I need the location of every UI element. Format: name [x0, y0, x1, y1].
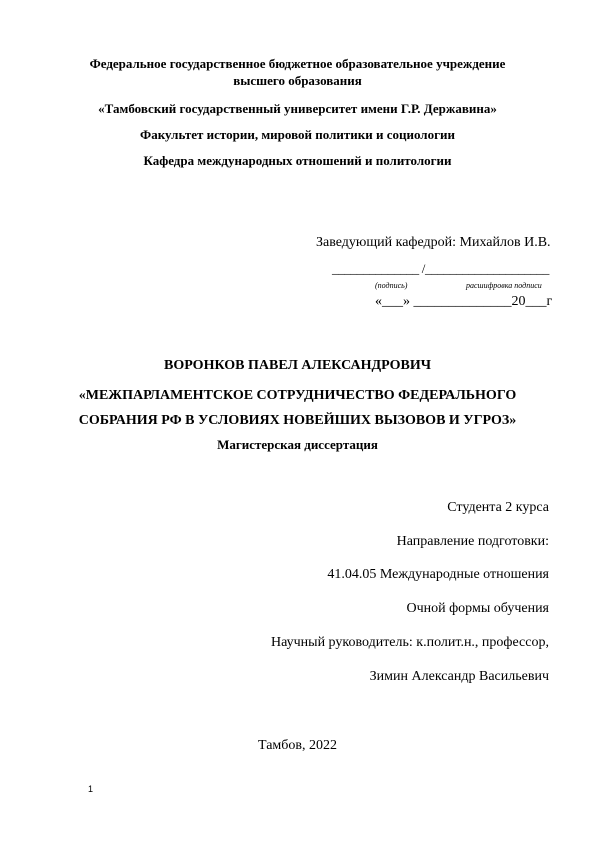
direction-value: 41.04.05 Международные отношения: [327, 567, 549, 582]
thesis-title-line-1: «МЕЖПАРЛАМЕНТСКОЕ СОТРУДНИЧЕСТВО ФЕДЕРАЛЬНОГО: [78, 388, 517, 403]
faculty-name: Факультет истории, мировой политики и социологии: [140, 127, 455, 142]
header-line-1: Федеральное государственное бюджетное образовательное учреждение: [89, 56, 506, 71]
university-name: «Тамбовский государственный университет имени Г.Р. Державина»: [98, 101, 497, 116]
supervisor-name: Зимин Александр Васильевич: [369, 669, 549, 684]
approval-date-line: «___» ______________20___г: [375, 294, 553, 309]
work-type: Магистерская диссертация: [217, 437, 378, 452]
supervisor-label: Научный руководитель: к.полит.н., профессор,: [271, 635, 549, 650]
signature-line: ______________ /____________________: [332, 261, 550, 276]
author-name: ВОРОНКОВ ПАВЕЛ АЛЕКСАНДРОВИЧ: [163, 358, 432, 373]
header-line-2: высшего образования: [233, 73, 362, 88]
study-form: Очной формы обучения: [406, 601, 549, 616]
signature-caption: (подпись): [375, 281, 408, 290]
student-course: Студента 2 курса: [447, 500, 549, 515]
decoding-caption: расшифровка подписи: [466, 281, 542, 290]
thesis-title-line-2: СОБРАНИЯ РФ В УСЛОВИЯХ НОВЕЙШИХ ВЫЗОВОВ И УГРОЗ»: [78, 413, 517, 428]
direction-label: Направление подготовки:: [396, 534, 549, 549]
page-number: 1: [88, 784, 94, 794]
city-year: Тамбов, 2022: [257, 738, 337, 753]
department-name: Кафедра международных отношений и политологии: [143, 153, 452, 168]
head-of-department: Заведующий кафедрой: Михайлов И.В.: [316, 235, 551, 250]
